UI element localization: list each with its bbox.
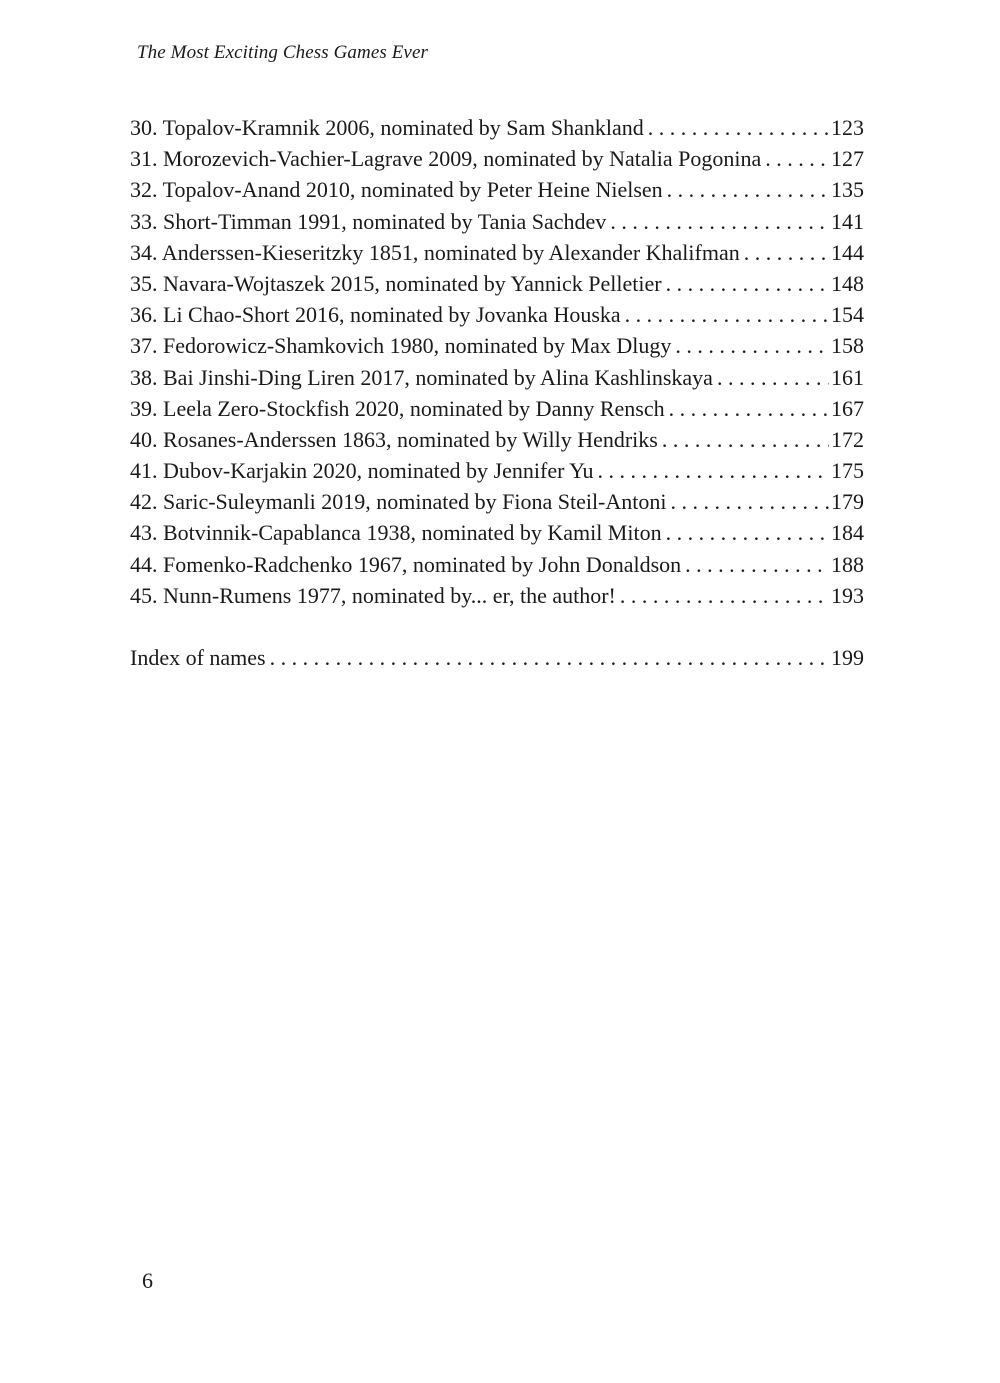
- toc-entry-page: 154: [831, 302, 864, 328]
- toc-entry: [130, 330, 864, 361]
- toc-entry-page: 144: [831, 239, 864, 265]
- dot-leader: [598, 455, 829, 486]
- toc-entry-title: 30. Topalov-Kramnik 2006, nominated by Sam Shankland: [130, 115, 644, 140]
- toc-entry-title: 33. Short-Timman 1991, nominated by Tania Sachdev: [130, 208, 607, 234]
- toc-entry-title: 42. Saric-Suleymanli 2019, nominated by Fiona Steil-Antoni: [130, 489, 667, 515]
- toc-entry-title: 45. Nunn-Rumens 1977, nominated by... er, the author!: [130, 582, 616, 608]
- dot-leader: [666, 517, 829, 548]
- toc-entry: [130, 206, 864, 237]
- toc-entry-page: 184: [831, 520, 864, 546]
- toc-entry-title: 38. Bai Jinshi-Ding Liren 2017, nominated by Alina Kashlinskaya: [130, 364, 713, 390]
- toc-entry-title: 31. Morozevich-Vachier-Lagrave 2009, nominated by Natalia Pogonina: [130, 146, 762, 172]
- toc-entry: [130, 112, 864, 143]
- toc-entry-page: 172: [831, 426, 864, 452]
- toc-entry-title: 40. Rosanes-Anderssen 1863, nominated by Willy Hendriks: [130, 426, 658, 452]
- toc-entry: [130, 268, 864, 299]
- toc-entry-page: 167: [831, 395, 864, 421]
- dot-leader: [669, 393, 829, 424]
- toc-entry-title: 32. Topalov-Anand 2010, nominated by Peter Heine Nielsen: [130, 177, 663, 203]
- toc-entry: [130, 299, 864, 330]
- toc-entry-page: 123: [831, 115, 864, 140]
- toc-entry-title: 41. Dubov-Karjakin 2020, nominated by Jennifer Yu: [130, 458, 594, 484]
- dot-leader: [662, 424, 829, 455]
- toc-entry: [130, 517, 864, 548]
- dot-leader: [685, 549, 829, 580]
- running-head: The Most Exciting Chess Games Ever: [137, 42, 428, 63]
- toc-entry-page: 199: [831, 645, 864, 670]
- toc-entry-title: Index of names: [130, 645, 266, 670]
- toc-entry-title: 43. Botvinnik-Capablanca 1938, nominated by Kamil Miton: [130, 520, 662, 546]
- toc-entry-title: 34. Anderssen-Kieseritzky 1851, nominated by Alexander Khalifman: [130, 239, 740, 265]
- dot-leader: [648, 112, 829, 143]
- toc-entry-page: 179: [831, 489, 864, 515]
- dot-leader: [667, 174, 829, 205]
- toc-entry-page: 188: [831, 551, 864, 577]
- toc-entry-page: 148: [831, 270, 864, 296]
- toc-entry-page: 135: [831, 177, 864, 203]
- dot-leader: [744, 237, 829, 268]
- toc-entry: [130, 143, 864, 174]
- toc-entry-page: 175: [831, 458, 864, 484]
- toc-entry-page: 127: [831, 146, 864, 172]
- dot-leader: [675, 330, 829, 361]
- toc-entry-title: 35. Navara-Wojtaszek 2015, nominated by Yannick Pelletier: [130, 270, 662, 296]
- toc-entry: [130, 455, 864, 486]
- toc-entry-page: 158: [831, 333, 864, 359]
- toc-entry-title: 36. Li Chao-Short 2016, nominated by Jovanka Houska: [130, 302, 621, 328]
- dot-leader: [717, 362, 829, 393]
- toc-entry: [130, 486, 864, 517]
- toc-entry: [130, 174, 864, 205]
- dot-leader: [270, 642, 829, 673]
- dot-leader: [666, 268, 829, 299]
- toc-entry-page: 141: [831, 208, 864, 234]
- dot-leader: [620, 580, 829, 611]
- dot-leader: [765, 143, 829, 174]
- toc-entry-index: [130, 642, 864, 673]
- toc-entry: [130, 549, 864, 580]
- dot-leader: [671, 486, 830, 517]
- toc-entry-title: 39. Leela Zero-Stockfish 2020, nominated by Danny Rensch: [130, 395, 665, 421]
- toc-entry-title: 37. Fedorowicz-Shamkovich 1980, nominated by Max Dlugy: [130, 333, 672, 359]
- toc-entry: [130, 424, 864, 455]
- page-number: 6: [142, 1268, 153, 1293]
- toc-entry: [130, 580, 864, 611]
- dot-leader: [625, 299, 829, 330]
- toc-entry-page: 161: [831, 364, 864, 390]
- toc-entry: [130, 393, 864, 424]
- toc-entry-title: 44. Fomenko-Radchenko 1967, nominated by John Donaldson: [130, 551, 682, 577]
- toc-entry: [130, 362, 864, 393]
- dot-leader: [610, 206, 829, 237]
- toc-entry-page: 193: [831, 582, 864, 608]
- toc-entry: [130, 237, 864, 268]
- table-of-contents: [130, 112, 864, 611]
